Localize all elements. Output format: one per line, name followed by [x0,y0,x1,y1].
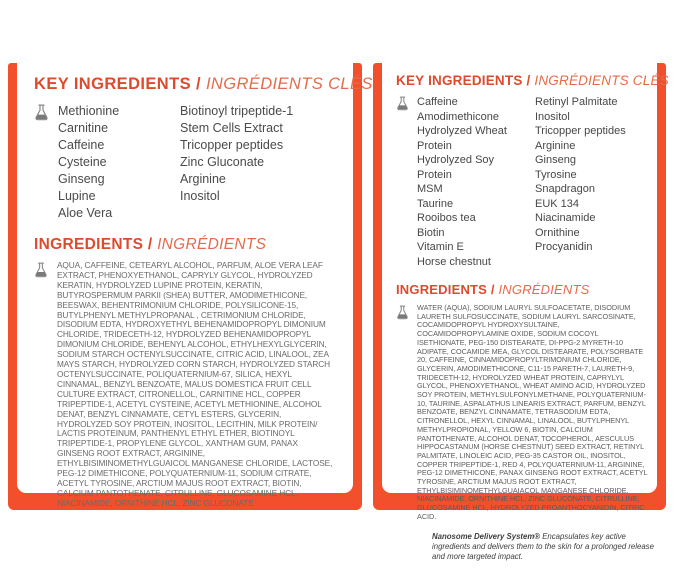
key-ingredient-item: Aloe Vera [58,206,113,220]
flask-icon [34,104,49,222]
key-ingredients-column-1 [417,95,521,269]
key-ingredients-header-fr: INGRÉDIENTS CLÉS [205,75,373,93]
ingredients-header-en: INGREDIENTS / [396,282,495,297]
right-ingredient-label [373,63,669,561]
key-ingredients-column-2 [180,103,347,222]
ingredients-header [396,282,649,297]
key-ingredient-item: EUK 134 [535,197,580,210]
key-ingredient-item: Arginine [535,139,576,152]
key-ingredient-item: Amodimethicone [417,110,499,123]
key-ingredient-item: Hydrolyzed Soy Protein [417,154,495,181]
key-ingredients-header [34,75,373,94]
key-ingredient-item: MSM [417,183,443,195]
flask-icon [396,96,409,269]
left-ingredient-label [8,63,373,510]
ingredients-header-en: INGREDIENTS / [34,236,153,253]
key-ingredient-item: Cysteine [58,155,107,169]
key-ingredient-item: Arginine [180,172,226,186]
key-ingredient-item: Procyanidin [535,241,593,253]
key-ingredients-column-2 [535,95,649,269]
key-ingredient-item: Lupine [58,189,96,203]
key-ingredient-item: Biotinoyl tripeptide-1 [180,104,294,118]
right-label-content [382,63,669,561]
key-ingredient-item: Hydrolyzed Wheat Protein [417,125,507,152]
key-ingredient-item: Rooibos tea [417,212,476,224]
key-ingredient-item: Niacinamide [535,212,596,224]
key-ingredient-item: Carnitine [58,121,109,135]
ingredients-text: WATER (AQUA), SODIUM LAURYL SULFOACETATE, DISODIUM LAURETH SULFOSUCCINATE, SODIUM LAURYL SARCOSINATE, COCAMIDOPROPYL HYDROXYSULTAINE, COCAMIDOPROPYLAMINE OXIDE, SODIUM COCOYL ISETHIONATE, PEG-150 DISTEARATE, DI-PPG-2 MYRETH-10 ADIPATE, COCAMIDE MEA, GLYCOL DISTEARATE, POLYSORBATE 20, CAFFEINE, CINNAMIDOPROPYLTRIMONIUM CHLORIDE, GLYCERIN, AMODIMETHICONE, C11-15 PARETH-7, LAURETH-9, TRIDECETH-12, HYDROLYZED WHEAT PROTEIN, CAPRYLYL GLYCOL, PHENOXYETHANOL, WHEAT AMINO ACID, HYDROLYZED SOY PROTEIN, METHYLSULFONYLMETHANE, POLYQUATERNIUM-10, TAURINE, ASPALATHUS LINEARIS EXTRACT, PARFUM, BENZYL BENZOATE, BENZYL CINNAMATE, TETRASODIUM EDTA, CITRONELLOL, HEXYL CINNAMAL, LINALOOL, BUTYLPHENYL METHYLPROPIONAL, YELLOW 6, BIOTIN, CALCIUM PANTOTHENATE, ALCOHOL DENAT, TOCOPHEROL, AESCULUS HIPPOCASTANUM (HORSE CHESTNUT) SEED EXTRACT, RETINYL PALMITATE, LINOLEIC ACID, PEG-35 CASTOR OIL, INOSITOL, COPPER TRIPEPTIDE-1, RED 4, POLYQUATERNIUM-11, ARGININE, PEG-12 DIMETHICONE, PANAX GINSENG ROOT EXTRACT, ACETYL TYROSINE, ARCTIUM MAJUS ROOT EXTRACT, ETHYLBISIMINOMETHYLGUAIACOL MANGANESE CHLORIDE, NIACINAMIDE, ORNITHINE HCL, ZINC GLUCONATE, CITRULLINE, GLUCOSAMINE HCL, HYDROLYZED PROANTHOCYANIDIN, CITRIC ACID. [417,303,648,521]
left-label-content [17,63,373,508]
key-ingredient-item: Methionine [58,104,120,118]
ingredients-header-fr: INGRÉDIENTS [498,282,590,297]
key-ingredient-item: Ginseng [58,172,105,186]
ingredients-header [34,236,347,254]
key-ingredients-header-fr: INGRÉDIENTS CLÉS [534,73,669,88]
ingredients-list [34,261,347,509]
key-ingredients-column-1 [58,103,180,222]
key-ingredient-item: Stem Cells Extract [180,121,283,135]
key-ingredient-item: Caffeine [417,96,458,108]
key-ingredient-item: Tyrosine [535,168,577,181]
key-ingredients-header [396,73,669,88]
ingredients-list [396,304,649,522]
nanosome-delivery-note [432,532,660,562]
key-ingredient-item: Inositol [535,110,570,123]
key-ingredients-header-en: KEY INGREDIENTS / [34,75,201,93]
key-ingredient-item: Vitamin E [417,241,464,253]
key-ingredient-item: Taurine [417,197,454,210]
key-ingredient-item: Caffeine [58,138,105,152]
flask-icon [396,305,409,522]
key-ingredient-item: Inositol [180,189,220,203]
key-ingredient-item: Biotin [417,226,445,239]
key-ingredient-item: Ginseng [535,154,576,166]
key-ingredient-item: Tricopper peptides [180,138,284,152]
key-ingredients-header-en: KEY INGREDIENTS / [396,73,531,88]
key-ingredient-item: Snapdragon [535,183,595,195]
ingredients-text: AQUA, CAFFEINE, CETEARYL ALCOHOL, PARFUM, ALOE VERA LEAF EXTRACT, PHENOXYETHANOL, CAPRYLY GLYCOL, HYDROLYZED KERATIN, HYDROLYZED LUPINE PROTEIN, KERATIN, BUTYROSPERMUM PARKII (SHEA) BUTTER, AMODIMETHICONE, BEESWAX, BEHENTRIMONIUM CHLORIDE, POLYSILICONE-15, BUTYLPHENYL METHYLPROPANAL , CETRIMONIUM CHLORIDE, DISODIUM EDTA, HYDROXYETHYL BEHENAMIDOPROPYL DIMONIUM CHLORIDE, TRIDECETH-12, HYDROLYZED BEHENAMIDOPROPYL DIMONIUM CHLORIDE, BEHENYL ALCOHOL, ETHYLHEXYLGLYCERIN, SODIUM STARCH OCTENYLSUCCINATE, CITRIC ACID, LINALOOL, ZEA MAYS STARCH, HYDROLYZED CORN STARCH, HYDROLYZED STARCH OCTENYLSUCCINATE, POLIQUATERNIUM-67, SILICA, HEXYL CINNAMAL, BENZYL BENZOATE, MALUS DOMESTICA FRUIT CELL CULTURE EXTRACT, CITRONELLOL, CARNITINE HCL, COPPER TRIPEPTIDE-1, ACETYL CYSTEINE, ACETYL METHIONINE, ALCOHOL DENAT, BENZYL CINNAMATE, CETYL ESTERS, GLYCERIN, HYDROLYZED SOY PROTEIN, INOSITOL, LECITHIN, MILK PROTEIN/ LACTIS PROTEINUM, PANTHENYL ETHYL ETHER, BIOTINOYL TRIPEPTIDE-1, PROPYLENE GLYCOL, XANTHAM GUM, PANAX GINSENG ROOT EXTRACT, ARGININE, ETHYLBISIMINOMETHYLGUAICOL MANGANESE CHLORIDE, LACTOSE, PEG-12 DIMETHICONE, POLYQUATERNIUM-11, SODIUM CITRATE, ACETYL TYROSINE, ARCTIUM MAJUS ROOT EXTRACT, BIOTIN, CALCIUM PANTOTHENATE, CITRULLINE, GLUCOSAMINE HCL, NIACINAMIDE, ORNITHINE HCL, ZINC GLUCONATE [57,260,333,508]
key-ingredient-item: Horse chestnut [417,255,491,268]
nanosome-note-lead: Nanosome Delivery System® [432,531,541,541]
key-ingredient-item: Tricopper peptides [535,125,626,137]
nanosome-note-text: Encapsulates key active ingredients and delivers them to the skin for a prolonged release and more targeted impact. [432,531,654,561]
key-ingredient-item: Retinyl Palmitate [535,96,618,108]
key-ingredient-item: Zinc Gluconate [180,155,265,169]
key-ingredients-list [396,95,649,269]
ingredients-header-fr: INGRÉDIENTS [157,236,267,253]
key-ingredient-item: Ornithine [535,226,580,239]
flask-icon [34,262,48,509]
key-ingredients-list [34,103,347,222]
